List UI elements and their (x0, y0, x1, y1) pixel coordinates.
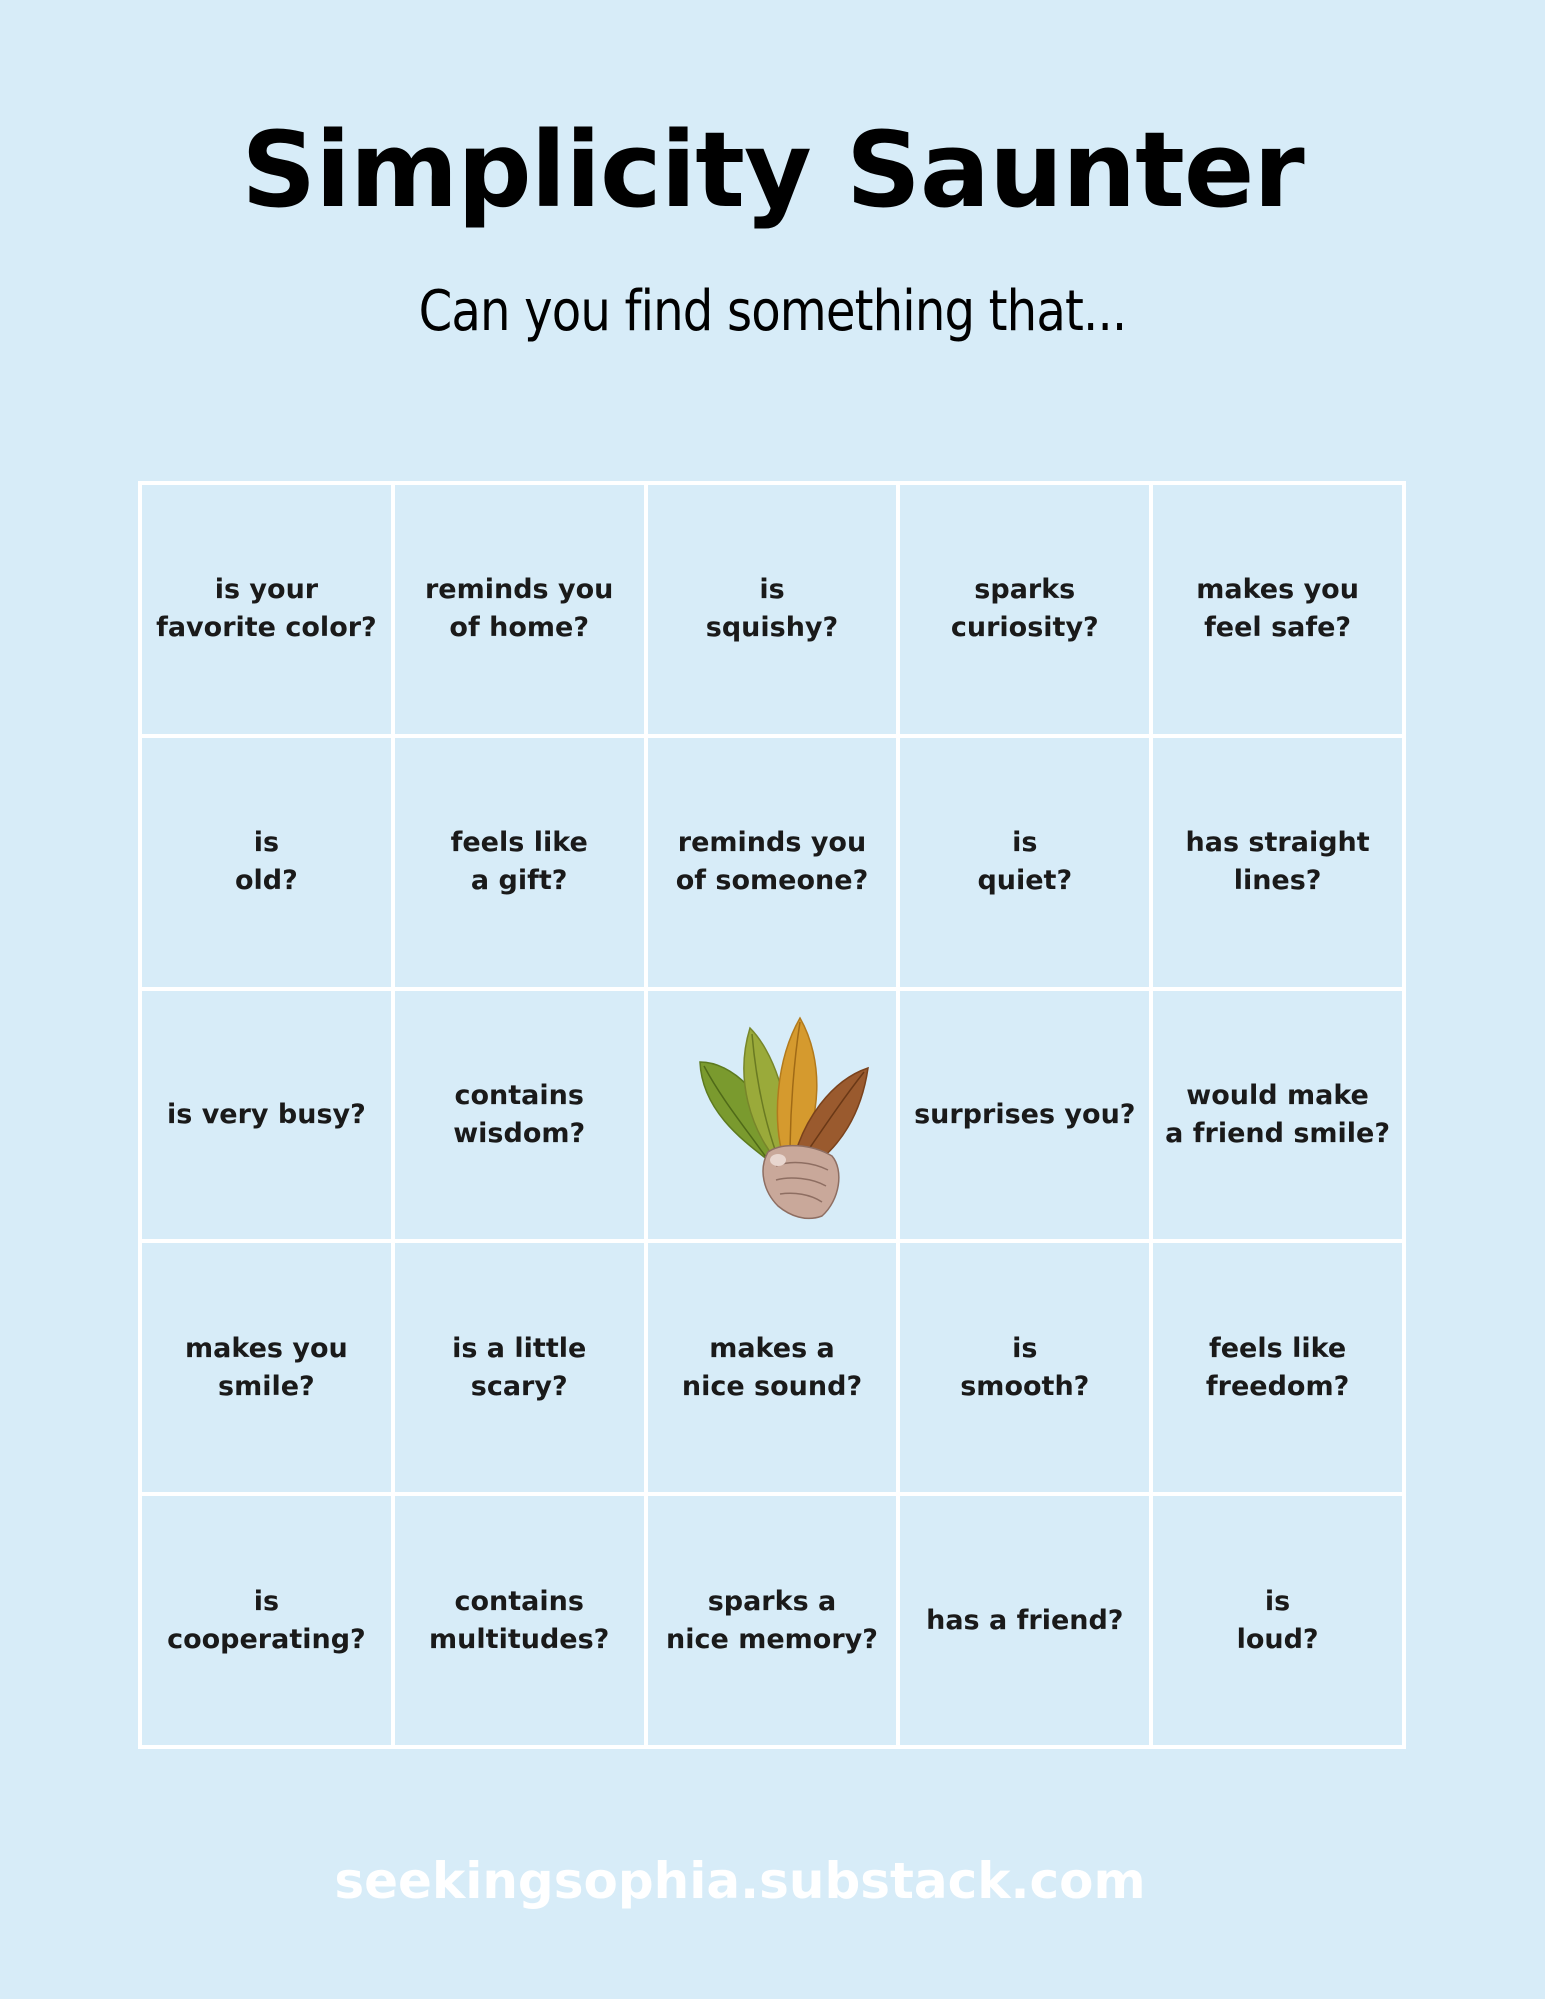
bingo-cell-text: is loud? (1236, 1585, 1319, 1655)
bingo-cell[interactable] (140, 483, 393, 736)
bingo-cell-text: is cooperating? (167, 1585, 366, 1655)
bingo-cell-text: surprises you? (914, 1098, 1136, 1130)
bingo-cell[interactable] (393, 736, 646, 989)
bingo-cell-text: would make a friend smile? (1165, 1079, 1391, 1149)
bingo-cell-text: has a friend? (926, 1604, 1124, 1636)
bingo-cell-text: makes a nice sound? (681, 1332, 863, 1402)
bingo-cell-text: feels like a gift? (450, 827, 588, 897)
bingo-cell[interactable] (646, 736, 899, 989)
bingo-cell[interactable] (898, 1241, 1151, 1494)
bingo-cell[interactable] (898, 483, 1151, 736)
bingo-cell[interactable] (898, 989, 1151, 1242)
bingo-cell[interactable] (393, 989, 646, 1242)
center-free-cell[interactable] (646, 989, 899, 1242)
bingo-cell[interactable] (646, 1241, 899, 1494)
footer-url[interactable]: seekingsophia.substack.com (334, 1852, 1146, 1910)
bingo-cell[interactable] (140, 1494, 393, 1747)
bingo-cell-text: is squishy? (705, 574, 839, 644)
bingo-cell-text: sparks a nice memory? (666, 1585, 878, 1655)
bingo-cell-text: sparks curiosity? (950, 574, 1099, 644)
bingo-cell[interactable] (898, 736, 1151, 989)
bingo-cell[interactable] (1151, 1494, 1404, 1747)
bingo-cell[interactable] (140, 1241, 393, 1494)
bingo-cell-text: is quiet? (977, 827, 1073, 897)
bingo-cell-text: is your favorite color? (156, 574, 377, 644)
bingo-cell[interactable] (393, 1241, 646, 1494)
bingo-cell[interactable] (140, 736, 393, 989)
bingo-cell[interactable] (646, 483, 899, 736)
bingo-cell-text: is very busy? (166, 1098, 366, 1130)
bingo-cell-text: contains multitudes? (429, 1585, 610, 1655)
bingo-cell-text: is old? (235, 827, 298, 897)
bingo-cell-text: contains wisdom? (453, 1079, 586, 1149)
bingo-cell-text: is smooth? (960, 1332, 1090, 1402)
bingo-cell[interactable] (1151, 736, 1404, 989)
hand-holding-leaves-image (672, 1010, 872, 1220)
bingo-cell-text: is a little scary? (452, 1332, 587, 1402)
bingo-cell[interactable] (393, 1494, 646, 1747)
bingo-cell[interactable] (646, 1494, 899, 1747)
bingo-cell[interactable] (393, 483, 646, 736)
bingo-cell-text: feels like freedom? (1205, 1332, 1350, 1402)
bingo-cell[interactable] (140, 989, 393, 1242)
bingo-cell-text: reminds you of someone? (675, 827, 869, 897)
bingo-cell-text: reminds you of home? (424, 574, 614, 644)
bingo-grid (138, 481, 1406, 1749)
bingo-cell[interactable] (1151, 483, 1404, 736)
bingo-cell[interactable] (1151, 989, 1404, 1242)
bingo-cell-text: makes you smile? (185, 1332, 348, 1402)
bingo-cell[interactable] (1151, 1241, 1404, 1494)
page-title: Simplicity Saunter (241, 109, 1304, 231)
bingo-cell-text: has straight lines? (1185, 827, 1370, 897)
page-subtitle: Can you find something that... (418, 279, 1127, 344)
bingo-cell[interactable] (898, 1494, 1151, 1747)
bingo-cell-text: makes you feel safe? (1196, 574, 1359, 644)
